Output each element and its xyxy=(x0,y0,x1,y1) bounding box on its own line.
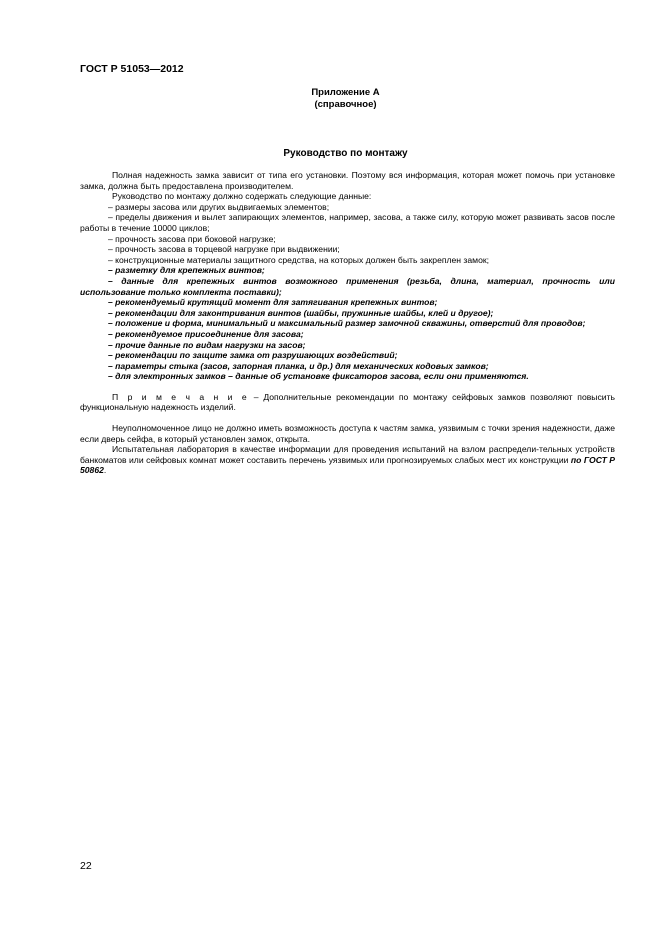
paragraph-requirements: Руководство по монтажу должно содержать следующие данные: xyxy=(112,191,372,202)
paragraph-intro: Полная надежность замка зависит от типа его установки. Поэтому вся информация, которая может помочь при установке замка, должна быть предоставлена производителем. xyxy=(80,170,615,191)
list-item: – рекомендации по защите замка от разрушающих воздействий; xyxy=(108,350,398,361)
page-number: 22 xyxy=(80,860,92,872)
list-item: – рекомендуемое присоединение для засова; xyxy=(108,328,304,339)
appendix-title: Приложение А xyxy=(311,87,380,98)
document-body xyxy=(80,170,615,476)
standard-reference: по ГОСТ Р 50862 xyxy=(80,454,615,476)
list-item: – рекомендуемый крутящий момент для затягивания крепежных винтов; xyxy=(108,297,438,308)
appendix-type: (справочное) xyxy=(314,99,377,110)
list-item: – положение и форма, минимальный и максимальный размер замочной скважины, отверстий для проводов; xyxy=(108,318,586,329)
list-item: – рекомендации для законтривания винтов (шайбы, пружинные шайбы, клей и другое); xyxy=(108,307,494,318)
list-item: – пределы движения и вылет запирающих элементов, например, засова, а также силу, которую может развивать засов после работы в течение 10000 циклов; xyxy=(80,212,615,233)
list-item: – параметры стыка (засов, запорная планка, и др.) для механических кодовых замков; xyxy=(108,360,489,371)
note-text: – Дополнительные рекомендации по монтажу сейфовых замков позволяют повысить функциональную надежность изделий. xyxy=(80,391,615,413)
document-code: ГОСТ Р 51053—2012 xyxy=(80,63,184,75)
paragraph-access: Неуполномоченное лицо не должно иметь возможность доступа к частям замка, уязвимым с точки зрения надежности, даже если дверь сейфа, в который установлен замок, открыта. xyxy=(80,423,615,444)
list-item: – данные для крепежных винтов возможного применения (резьба, длина, материал, прочность или использование только комплекта поставки); xyxy=(80,275,615,297)
list-item: – прочность засова при боковой нагрузке; xyxy=(108,233,276,244)
list-item: – разметку для крепежных винтов; xyxy=(108,265,265,276)
list-item: – конструкционные материалы защитного средства, на которых должен быть закреплен замок; xyxy=(108,254,489,265)
note-paragraph xyxy=(80,392,615,413)
laboratory-text: Испытательная лаборатория в качестве информации для проведения испытаний на взлом распредели-тельных устройств банкоматов или сейфовых комнат может составить перечень уязвимых или прогнозируемых слабых мест их конструкции xyxy=(80,444,615,465)
section-title: Руководство по монтажу xyxy=(283,148,408,159)
paragraph-laboratory xyxy=(80,444,615,476)
list-item: – прочие данные по видам нагрузки на засов; xyxy=(108,339,306,350)
list-item: – размеры засова или других выдвигаемых элементов; xyxy=(108,201,330,212)
note-label: П р и м е ч а н и е xyxy=(112,391,249,402)
list-item: – для электронных замков – данные об установке фиксаторов засова, если они применяются. xyxy=(108,371,529,382)
laboratory-text-end: . xyxy=(103,465,107,476)
list-item: – прочность засова в торцевой нагрузке при выдвижении; xyxy=(108,244,340,255)
